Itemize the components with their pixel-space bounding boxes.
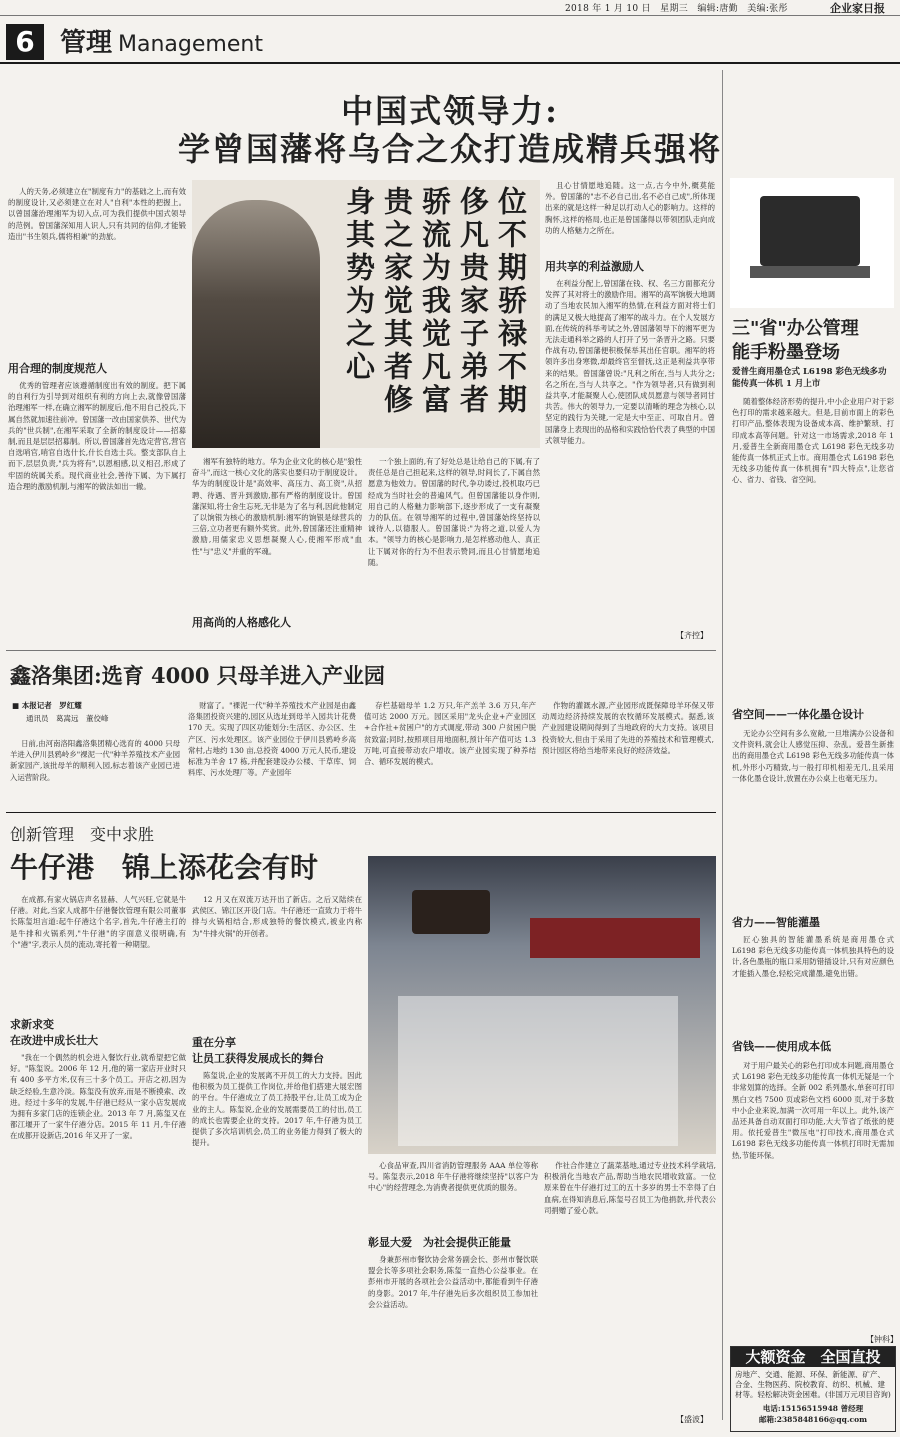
- xinluo-byline-2: 通讯员 葛嵩远 董佼峰: [26, 714, 109, 723]
- epson-money-text: 对于用户最关心的彩色打印成本问题,商用墨仓式 L6198 彩色无线多功能传真一体机无疑是一个非常划算的选择。全新 002 系列墨水,单套可打印黑白文档 7500 页或彩色文档 6000 页,对于多数中小企业来说,加满一次可用一年以上。此外,该产品还具备自动双面打印功能,大大节省了纸张的使用。依托爱普生"微压电"打印技术,商用墨仓式 L6198 彩色无线多功能传真一体机打印时无需加热,节能环保。: [732, 1061, 894, 1160]
- xinluo-column-3-text: 存栏基础母羊 1.2 万只,年产羔羊 3.6 万只,年产值可达 2000 万元。园区采用"龙头企业+产业园区+合作社+贫困户"的方式调度,带动 300 户贫困户脱贫致富;同时,按照项目用地面积,预计年产值可达 1.3 万吨,可直接带动农户增收。该产业园实现了种养结合、循环发展的模式。: [364, 701, 536, 767]
- store-sign-banner: [530, 918, 700, 958]
- xinluo-byline-1: ■ 本报记者 罗红耀: [12, 701, 82, 710]
- epson-effort: [732, 934, 894, 1028]
- lead-column-4-top: [545, 180, 715, 248]
- calligraphy-col-4: 贵之家觉其者修: [380, 186, 414, 417]
- lead-image: [192, 180, 540, 448]
- printer-tray: [750, 266, 870, 278]
- cowboy-column-1: [10, 1052, 186, 1428]
- epson-author: 【钟科】: [866, 1335, 898, 1344]
- cowboy-column-3b: [368, 1254, 538, 1428]
- lead-heading-system: 用合理的制度规范人: [8, 362, 107, 375]
- cowboy-column-4-text: 作社合作建立了蔬菜基地,通过专业技术科学栽培,积极消化当地农产品,帮助当地农民增收致富。一位原来曾在牛仔港打过工的五十多岁的男士不幸得了白血病,在得知消息后,陈玺号召员工为他捐款,并代表公司捐赠了爱心款。: [544, 1161, 716, 1215]
- right-column-rule: [722, 70, 723, 1420]
- epson-heading-space: 省空间——一体化墨仓设计: [732, 708, 864, 721]
- cowboy-title: 牛仔港 锦上添花会有时: [10, 851, 319, 884]
- xinluo-column-4-text: 作物的灌溉水源,产业园形成既保障母羊环保又带动周边经济持续发展的农牧循环发展模式。据悉,该产业园建设期间得到了当地政府的大力支持。该项目投资较大,但由于采用了先进的养殖技术和管理模式,预计园区将给当地带来良好的经济效益。: [542, 701, 714, 755]
- xinluo-title: 鑫洛集团:选育 4000 只母羊进入产业园: [10, 663, 385, 688]
- cowboy-column-2: [192, 1070, 362, 1428]
- xinluo-column-1: [10, 738, 180, 806]
- epson-intro: [732, 396, 894, 694]
- printer-body: [760, 196, 860, 266]
- portrait-image: [192, 200, 320, 448]
- epson-title-line1: 三"省"办公管理: [732, 318, 859, 339]
- xinluo-column-2: [188, 700, 356, 806]
- cowboy-heading-share-2: 让员工获得发展成长的舞台: [192, 1052, 324, 1065]
- masthead: 企业家日报: [830, 2, 885, 15]
- epson-intro-text: 随着整体经济形势的提升,中小企业用户对于彩色打印的需求越来越大。但是,目前市面上的彩色打印产品,整体表现为设备成本高、维护繁琐、打印成本高等问题。针对这一市场需求,2018 年 1 月,爱普生全新商用墨仓式 L6198 彩色无线多功能传真一体机正式上市。商用墨仓式 L6198 彩色无线多功能传真一体机拥有"四大特点",让您省心、省力、省钱、省空间。: [732, 397, 894, 485]
- epson-effort-text: 匠心独具的智能灌墨系统是商用墨仓式 L6198 彩色无线多功能传真一体机独具特色的设计,各色墨瓶的瓶口采用防错插设计,只有对应颜色才能插入墨仓,轻松完成灌墨,避免出错。: [732, 935, 894, 978]
- calligraphy-col-1: 位不期骄禄不期: [494, 186, 528, 417]
- lead-column-3-text: 一个独上面的,有了好处总是让给自己的下属,有了责任总是自己担起来,这样的领导,时间长了,下属自然愿意为他效力。曾国藩的时代,争功诿过,投机取巧已经成为当时社会的普遍风气。但曾国藩能以身作则,用自己的人格魅力影响部下,逐步形成了一支有凝聚力的队伍。在领导湘军的过程中,曾国藩始终坚持以诚待人,以德服人。曾国藩说:"为将之道,以爱人为本。"领导力的核心是影响力,是怎样感动他人、真正让下属对你的行为不但表示赞同,而且心甘情愿地追随。: [368, 457, 540, 567]
- calligraphy-col-3: 骄流为我觉凡富: [418, 186, 452, 417]
- epson-space: [732, 728, 894, 906]
- lead-heading-model: 用高尚的人格感化人: [192, 616, 291, 629]
- xinluo-top-rule: [6, 650, 716, 651]
- epson-subtitle: 爱普生商用墨仓式 L6198 彩色无线多功能传真一体机 1 月上市: [732, 367, 887, 389]
- cowboy-author: 【盛波】: [676, 1415, 708, 1424]
- top-rule: [0, 15, 900, 16]
- lead-column-2: [192, 456, 362, 606]
- store-display: [398, 996, 678, 1146]
- ad-box: [730, 1346, 896, 1432]
- cowboy-column-2-top: [192, 894, 362, 1030]
- xinluo-column-2-text: 财富了。"裸泥一代"种羊养殖技术产业园是由鑫洛集团投资兴建的,园区从选址到母羊入园共计花费 170 天。实现了四区功能划分:生活区、办公区、生产区、污水处理区。该产业园位于伊川县鸦岭乡高常村,占地约 130 亩,总投资 4000 万元人民币,建设标准为羊舍 17 栋,并配套建设办公楼、干草库、饲料库、污水处理厂等。产业园年: [188, 701, 356, 778]
- cowboy-column-2-top-text: 12 月又在双流万达开出了新店。之后又陆续在武侯区、锦江区开设门店。牛仔港还一直致力于将牛排与火锅相结合,形成独特的餐饮模式,被业内称为"牛排火锅"的开创者。: [192, 895, 362, 938]
- lead-intro-text: 人的天务,必须建立在"制度有力"的基础之上,而有效的制度设计,又必须建立在对人"自利"本性的把握上。以曾国藩治理湘军为切入点,可为我们提供中国式领导的范例。曾国藩深知用人识人,只有共同的信仰,才能锻造出"书生领兵,儒将相兼"的劲旅。: [8, 187, 186, 241]
- lead-title-line1: 中国式领导力:: [341, 92, 559, 130]
- cowboy-column-2-text: 陈玺说,企业的发展离不开员工的大力支持。因此他积极为员工提供工作岗位,并给他们搭建大展宏图的平台。牛仔港成立了员工持股平台,让员工成为企业的主人。陈玺说,企业的发展需要员工的付出,员工的成长也需要企业的支持。2017 年,牛仔港为员工提供了多次培训机会,员工的业务能力得到了极大的提升。: [192, 1071, 362, 1148]
- section-name-en: Management: [118, 32, 263, 57]
- lead-intro: [8, 186, 186, 356]
- cowboy-intro-text: 在成都,有家火锅店声名显赫、人气兴旺,它就是牛仔港。对此,当家人成都牛仔港餐饮管理有限公司董事长陈玺坦言道:起牛仔港这个名字,首先,牛仔港主打的是牛排和火锅系列,"牛仔港"的字面意义很明确,有个"港"字,表示人员的流动,寄托着一种期望。: [10, 895, 186, 949]
- cowboy-column-3-text: 心食品审查,四川省消防管理服务 AAA 单位等称号。陈玺表示,2018 年牛仔港将继续坚持"以客户为中心"的经营理念,为消费者提供更优质的服务。: [368, 1161, 538, 1193]
- printer-photo: [730, 178, 894, 308]
- xinluo-column-3: [364, 700, 536, 806]
- epson-heading-effort: 省力——智能灌墨: [732, 916, 820, 929]
- top-bar: [0, 0, 900, 14]
- cowboy-kicker: 创新管理 变中求胜: [10, 825, 155, 844]
- lead-column-4-top-text: 且心甘情愿地追随。这一点,古今中外,概莫能外。曾国藩的"志不必自己出,名不必自己成",所体现出来的就是这样一种足以打动人心的影响力。这样的胸怀,这样的格局,也正是曾国藩得以带领团队走向成功的人格魅力之所在。: [545, 181, 715, 235]
- section-number: 6: [6, 24, 44, 60]
- section-name-cn: 管理: [60, 28, 113, 58]
- cowboy-sign: [412, 890, 490, 934]
- lead-column-1-text: 优秀的管理者应该遵循制度出有效的制度。把下属的自利行为引导到对组织有利的方向上去,就像曾国藩治理湘军一样,在确立湘军的制度后,他不用自己投兵,下属自然就加速往前冲。曾国藩一改由国家供养、世代为兵的"世兵制",在湘军采取了全新的制度设计——招募制,而且是层层招募制。所以,曾国藩首先选定营官,营官自选哨官,哨官自选什长,什长自选士兵。整支部队自上而下,层层负责,"兵为将有",以恩相感,以义相召,形成了牢固的统属关系。现代商业社会,善待下属、为下属打造合理的激励机制,与湘军的做法如出一辙。: [8, 381, 186, 491]
- cowboy-column-3b-text: 身兼彭州市餐饮协会常务副会长、彭州市餐饮联盟会长等多项社会职务,陈玺一直热心公益事业。在彭州市开展的各项社会公益活动中,都能看到牛仔港的身影。2017 年,牛仔港先后多次组织员工参加社会公益活动。: [368, 1255, 538, 1309]
- lead-column-4: [545, 278, 715, 630]
- lead-column-4-text: 在利益分配上,曾国藩在钱、权、名三方面都充分发挥了其对将士的激励作用。湘军的高军饷极大地调动了当地农民加入湘军的热情,在利益方面对将士们的满足又极大地提高了湘军的战斗力。在个人发展方面,在传统的科举考试之外,曾国藩领导下的湘军更为无法走通科举之路的人打开了另一条晋升之路。只要作战有功,曾国藩便积极保举其出任官职。湘军的将领许多出身寒微,却最终官至督抚,这正是利益共享带来的结果。曾国藩曾说:"凡利之所在,当与人共分之;名之所在,当与人共享之。"作为领导者,只有做到利益共享,才能凝聚人心,使团队成员愿意与领导者同甘共苦。伟大的领导力,一定要以清晰的理念为核心,以坚定的践行为关键,一定是大中至正、可取自月。曾国藩身上表现出的品格和实践恰恰代表了典型的中国式领导能力。: [545, 279, 715, 445]
- lead-title-line2: 学曾国藩将乌合之众打造成精兵强将: [177, 130, 722, 168]
- cowboy-heading-share: 重在分享: [192, 1036, 236, 1049]
- lead-column-2-text: 湘军有独特的地方。华为企业文化的核心是"狼性奋斗",而这一核心文化的落实也要归功于制度设计。华为的制度设计是"高效率、高压力、高工资",从招聘、待遇、晋升到激励,都有严格的制度设计。曾国藩深知,将士舍生忘死,无非是为了名与利,因此他制定了以饷银为核心的激励机制:湘军的饷银是绿营兵的三倍,立功者更有额外奖赏。此外,曾国藩还注重精神激励,用儒家忠义思想凝聚人心,使湘军形成"血性"与"忠义"并重的军魂。: [192, 457, 362, 556]
- cowboy-column-4: [544, 1160, 716, 1414]
- cowboy-store-photo: [368, 856, 716, 1154]
- epson-money: [732, 1060, 894, 1332]
- cowboy-heading-seek: 求新求变: [10, 1018, 54, 1031]
- lead-author: 【齐控】: [676, 631, 708, 640]
- cowboy-column-1-text: "我在一个偶然的机会进入餐饮行业,就希望把它做好。"陈玺说。2006 年 12 月,他的第一家店开业时只有 400 多平方米,仅有三十多个员工。开店之初,因为缺乏经验,生意冷淡。陈玺没有放弃,而是不断摸索、改进。经过十多年的发展,牛仔港已经从一家小店发展成为拥有多家门店的连锁企业。2013 年 7 月,陈玺又在都江堰开了一家牛仔港分店。2015 年 11 月,牛仔港在成都开设新店,2016 年又开了一家。: [10, 1053, 186, 1141]
- calligraphy-col-5: 身其势为之心: [342, 186, 376, 384]
- lead-column-3: [368, 456, 540, 642]
- cowboy-heading-seek-2: 在改进中成长壮大: [10, 1034, 98, 1047]
- header-rule: [0, 62, 900, 64]
- lead-heading-share: 用共享的利益激励人: [545, 260, 644, 273]
- ad-phone: 电话:15156515948 曾经理: [762, 1404, 864, 1413]
- calligraphy-col-2: 侈凡贵家子弟者: [456, 186, 490, 417]
- cowboy-top-rule: [6, 812, 716, 813]
- cowboy-heading-love: 彰显大爱 为社会提供正能量: [368, 1236, 511, 1249]
- lead-column-1: [8, 380, 186, 642]
- ad-email: 邮箱:2385848166@qq.com: [758, 1415, 868, 1424]
- xinluo-column-4: [542, 700, 714, 806]
- epson-title-line2: 能手粉墨登场: [732, 342, 840, 363]
- cowboy-intro: [10, 894, 186, 1012]
- ad-title: 大额资金 全国直投: [731, 1347, 895, 1367]
- epson-space-text: 无论办公空间有多么宽敞,一旦堆满办公设备和文件资料,就会让人感觉压抑、杂乱。爱普生新推出的商用墨仓式 L6198 彩色无线多功能传真一体机,外形小巧精致,与一般打印机相差无几,且采用一体化墨仓设计,放置在办公桌上也毫无压力。: [732, 729, 894, 783]
- ad-body: 房地产、交通、能源、环保、新能源、矿产、合金、生物医药、院校教育、纺织、机械、建材等。轻松解决资金困难。(非国万元项目咨询): [735, 1370, 891, 1399]
- xinluo-column-1-text: 日前,由河南洛阳鑫洛集团精心选育的 4000 只母羊进入伊川县鸦岭乡"裸泥一代"种羊养殖技术产业园新家园产,该批母羊的顺利入园,标志着该产业园已进入运营阶段。: [10, 739, 180, 782]
- section-name: [60, 22, 263, 59]
- cowboy-column-3: [368, 1160, 538, 1218]
- issue-date: 2018 年 1 月 10 日 星期三 编辑:唐勤 美编:张彤: [565, 4, 788, 14]
- epson-heading-money: 省钱——使用成本低: [732, 1040, 831, 1053]
